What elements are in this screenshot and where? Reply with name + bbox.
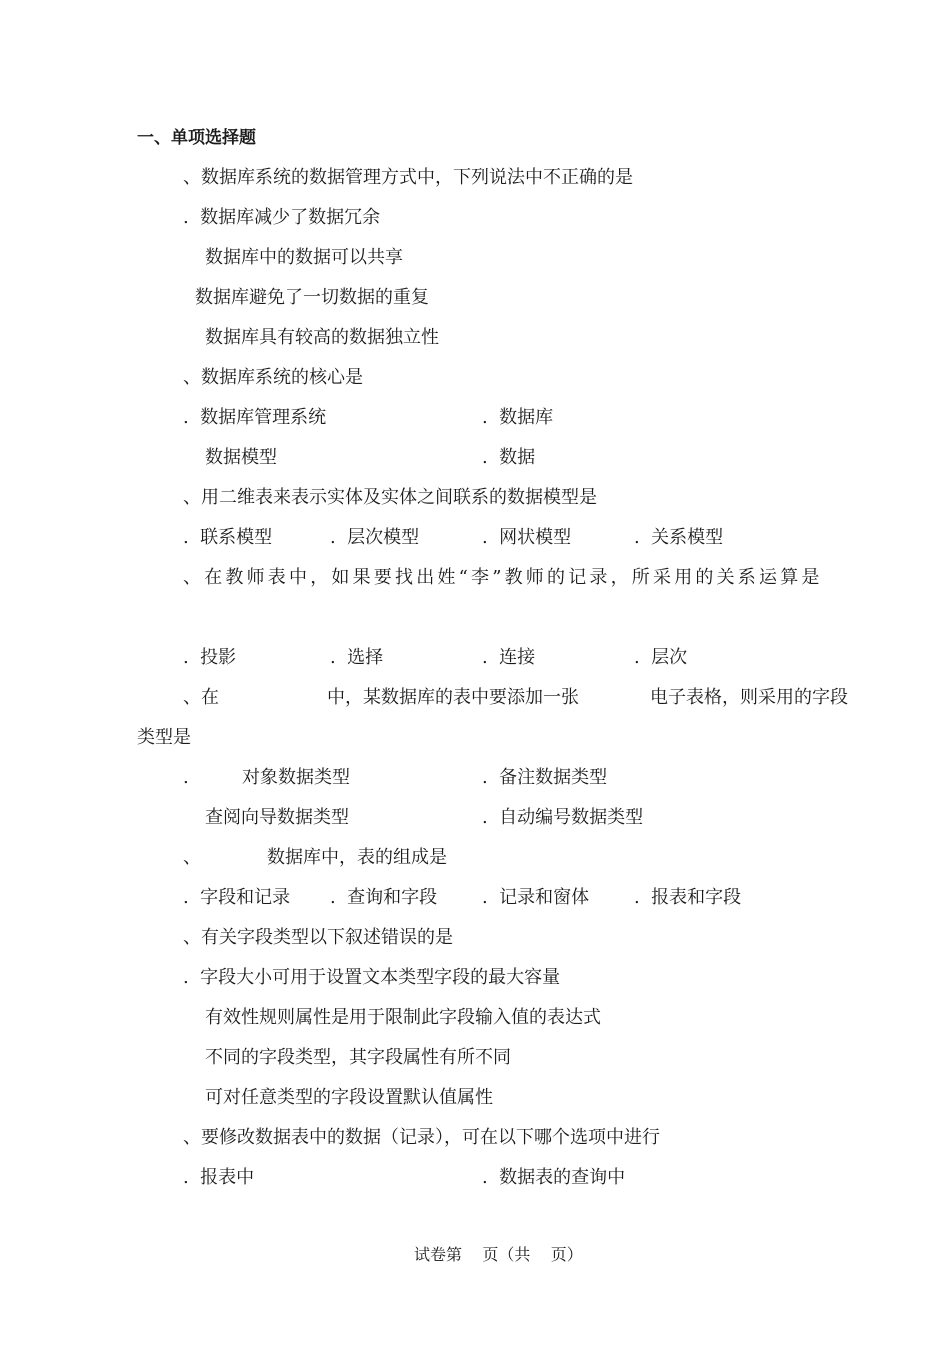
- question-4-option-b: . 选择: [330, 647, 384, 668]
- question-7-option-b: 有效性规则属性是用于限制此字段输入值的表达式: [205, 1007, 601, 1028]
- question-1-option-b: 数据库中的数据可以共享: [205, 247, 403, 268]
- question-8-stem: 、要修改数据表中的数据（记录），可在以下哪个选项中进行: [183, 1127, 660, 1148]
- question-3-stem: 、用二维表来表示实体及实体之间联系的数据模型是: [183, 487, 597, 508]
- question-8-option-b: . 数据表的查询中: [482, 1167, 626, 1188]
- question-2-option-c: 数据模型: [205, 447, 277, 468]
- question-4-stem: 、在教师表中，如果要找出姓“李”教师的记录，所采用的关系运算是: [183, 567, 823, 588]
- question-6-stem-part1: 、: [183, 847, 201, 868]
- question-7-option-d: 可对任意类型的字段设置默认值属性: [205, 1087, 493, 1108]
- question-5-stem-part1: 、在: [183, 687, 219, 708]
- question-1-option-a: . 数据库减少了数据冗余: [183, 207, 381, 228]
- page-footer: 试卷第 页（共 页）: [414, 1245, 583, 1264]
- question-5-option-a-marker: .: [183, 767, 189, 788]
- question-5-option-b: . 备注数据类型: [482, 767, 608, 788]
- question-2-option-a: . 数据库管理系统: [183, 407, 327, 428]
- question-6-stem-part2: 数据库中，表的组成是: [267, 847, 447, 868]
- question-3-option-d: . 关系模型: [634, 527, 724, 548]
- question-1-option-d: 数据库具有较高的数据独立性: [205, 327, 439, 348]
- question-2-option-b: . 数据库: [482, 407, 554, 428]
- question-8-option-a: . 报表中: [183, 1167, 255, 1188]
- question-5-stem-part3: 电子表格，则采用的字段: [650, 687, 848, 708]
- question-7-stem: 、有关字段类型以下叙述错误的是: [183, 927, 453, 948]
- question-6-option-c: . 记录和窗体: [482, 887, 590, 908]
- question-5-stem-part2: 中，某数据库的表中要添加一张: [327, 687, 579, 708]
- question-4-option-d: . 层次: [634, 647, 688, 668]
- question-7-option-a: . 字段大小可用于设置文本类型字段的最大容量: [183, 967, 561, 988]
- question-5-option-c: 查阅向导数据类型: [205, 807, 349, 828]
- question-5-option-d: . 自动编号数据类型: [482, 807, 644, 828]
- question-7-option-c: 不同的字段类型，其字段属性有所不同: [205, 1047, 511, 1068]
- question-6-option-b: . 查询和字段: [330, 887, 438, 908]
- question-5-stem-continued: 类型是: [137, 727, 191, 748]
- question-2-stem: 、数据库系统的核心是: [183, 367, 363, 388]
- question-6-option-a: . 字段和记录: [183, 887, 291, 908]
- section-title: 一、单项选择题: [137, 128, 256, 148]
- question-3-option-b: . 层次模型: [330, 527, 420, 548]
- question-6-option-d: . 报表和字段: [634, 887, 742, 908]
- question-4-option-c: . 连接: [482, 647, 536, 668]
- question-3-option-c: . 网状模型: [482, 527, 572, 548]
- question-5-option-a: 对象数据类型: [242, 767, 350, 788]
- question-1-option-c: 数据库避免了一切数据的重复: [195, 287, 429, 308]
- question-3-option-a: . 联系模型: [183, 527, 273, 548]
- question-4-option-a: . 投影: [183, 647, 237, 668]
- question-2-option-d: . 数据: [482, 447, 536, 468]
- question-1-stem: 、数据库系统的数据管理方式中，下列说法中不正确的是: [183, 167, 633, 188]
